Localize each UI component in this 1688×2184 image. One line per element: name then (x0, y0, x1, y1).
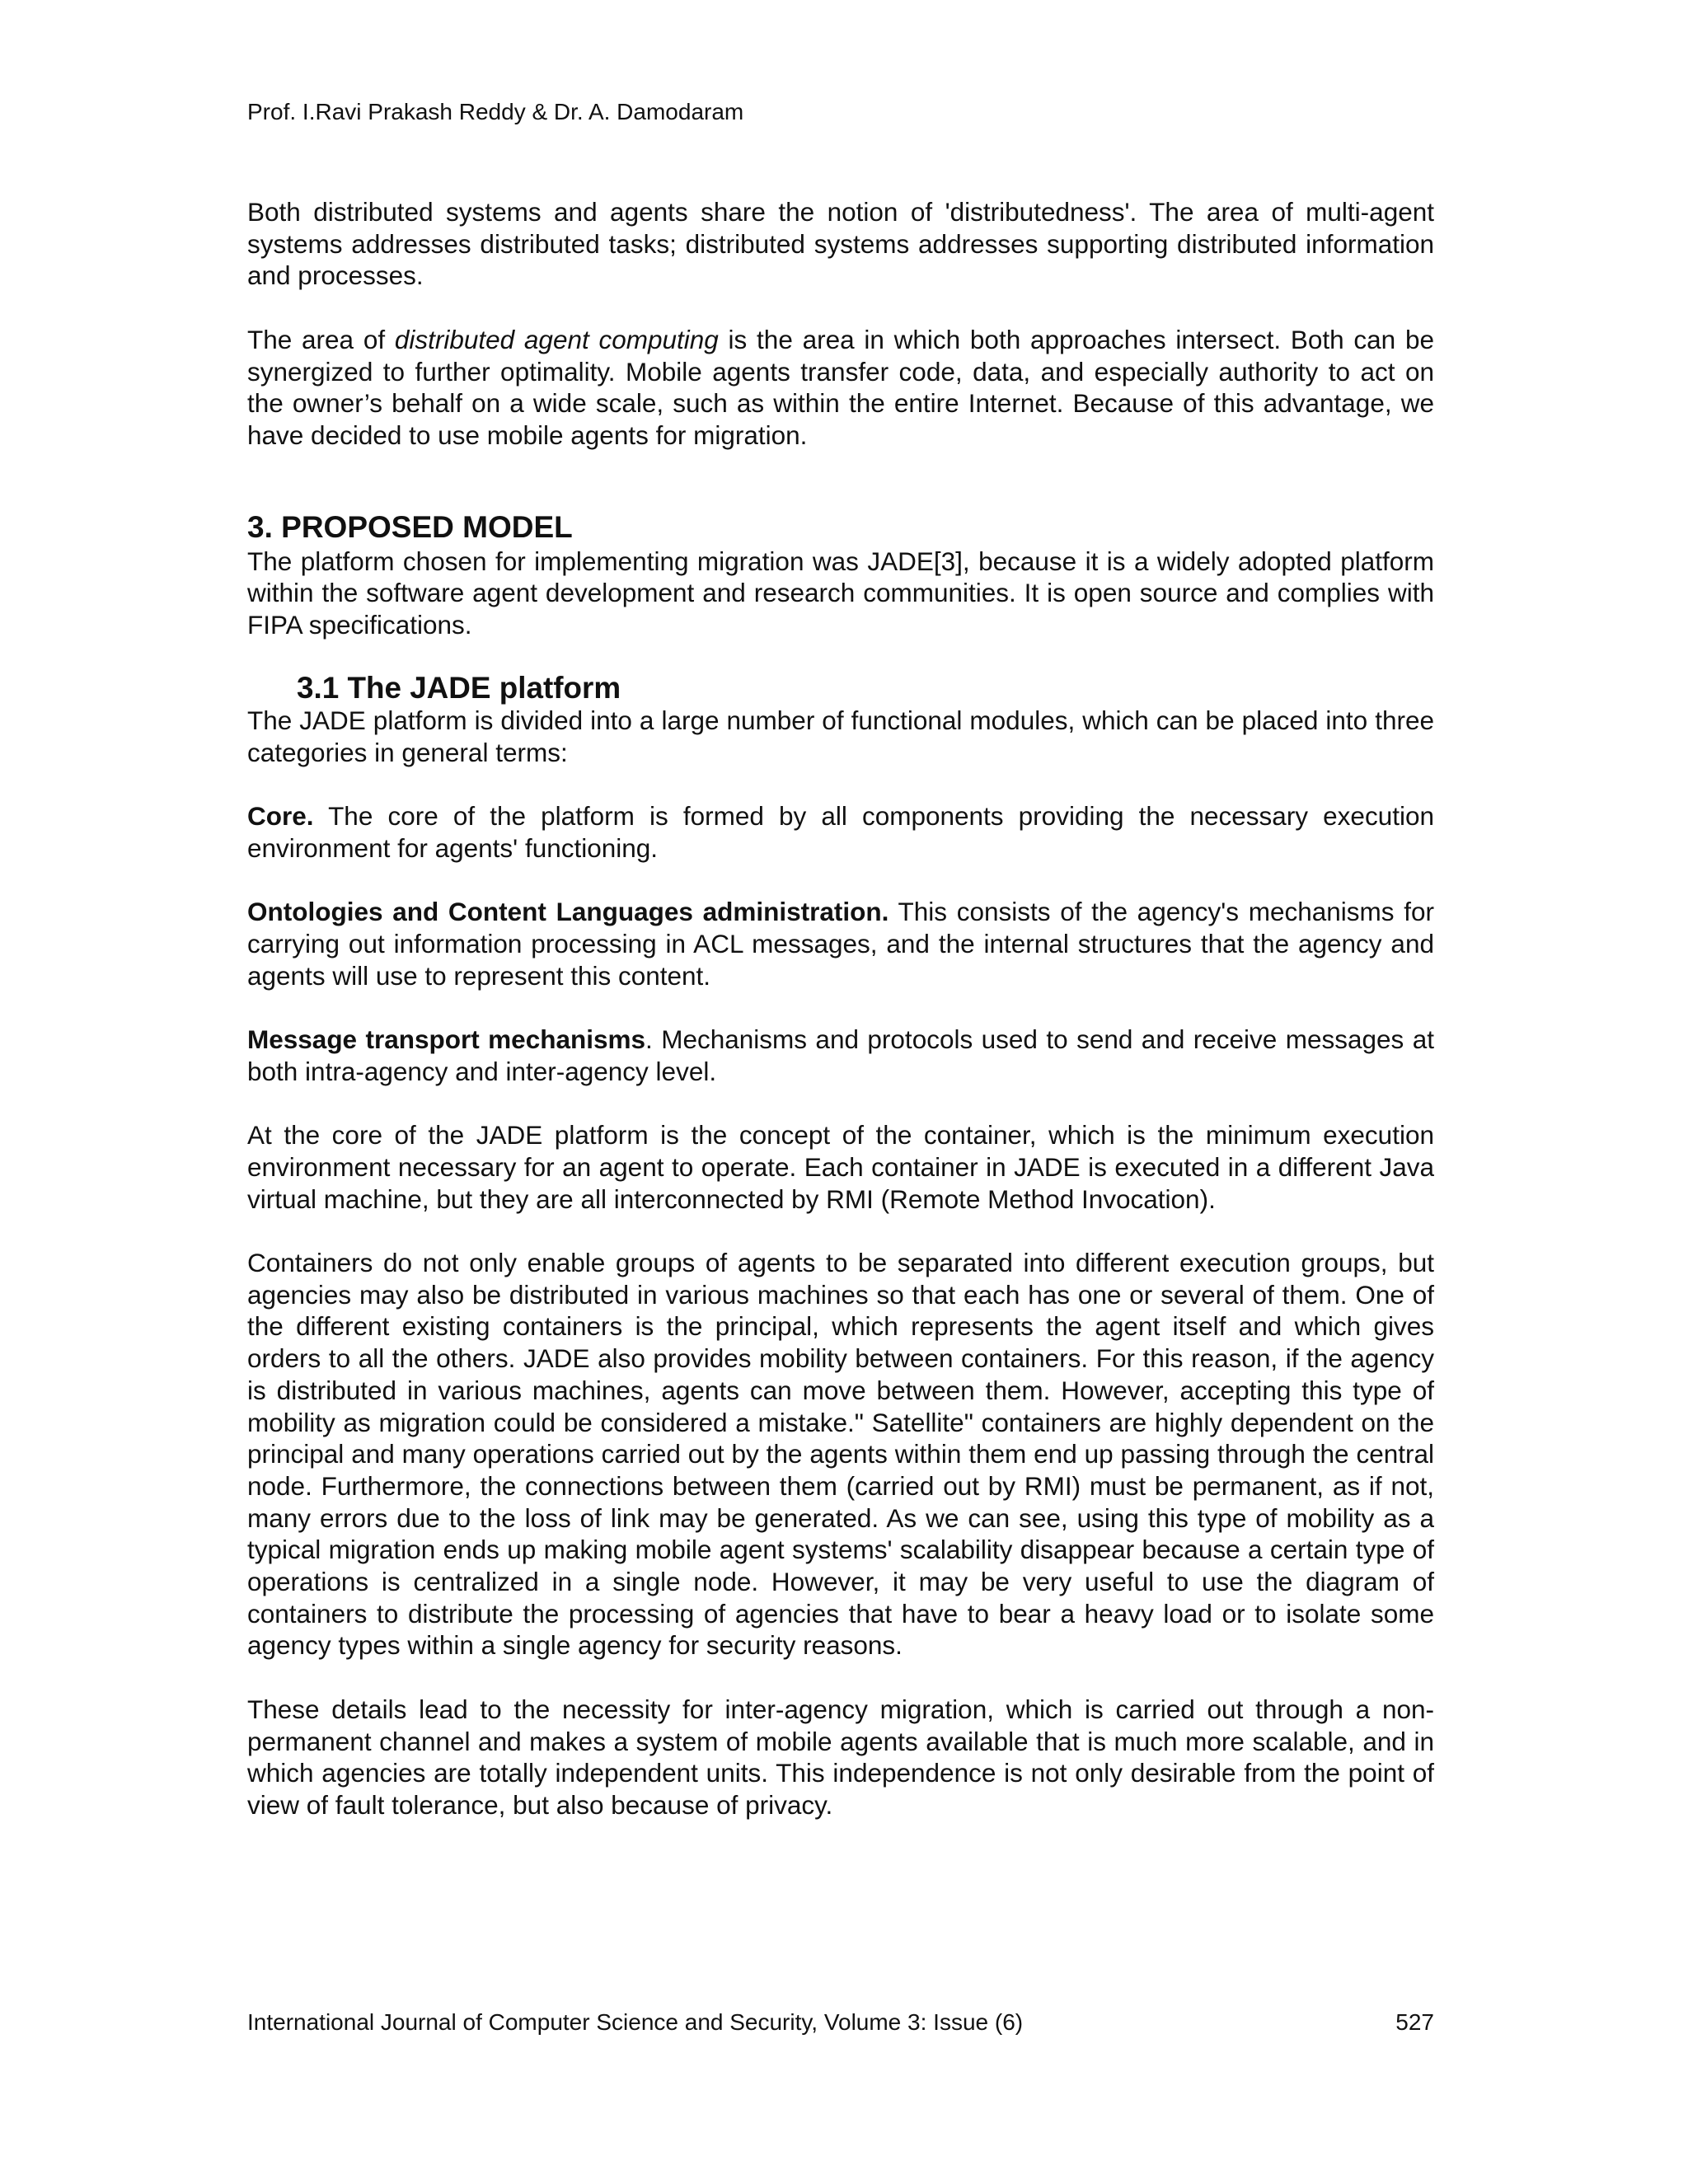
paragraph-text: is the area in which both approaches intersect. Both can be synergized to further optimality. Mobile agents transfer code, data, and especially authority to act on the owner’s behalf on a wide scale, such as within the entire Internet. Because of this advantage, we have decided to use mobile agents for migration. (247, 324, 1434, 450)
paragraph-message-transport (247, 1024, 1434, 1087)
main-content (247, 196, 1434, 1821)
footer-journal-name: International Journal of Computer Science and Security, Volume 3: Issue (6) (247, 2009, 1024, 2035)
run-in-heading-core: Core. (247, 801, 314, 832)
paragraph-core (247, 800, 1434, 864)
running-head-authors: Prof. I.Ravi Prakash Reddy & Dr. A. Damodaram (247, 99, 744, 124)
paragraph-distributedness: Both distributed systems and agents share the notion of 'distributedness'. The area of multi-agent systems addresses distributed tasks; distributed systems addresses supporting distributed information and processes. (247, 197, 1434, 291)
paragraph-platform-choice: The platform chosen for implementing migration was JADE[3], because it is a widely adopted platform within the software agent development and research communities. It is open source and complies with FIPA specifications. (247, 546, 1434, 640)
paragraph-jade-modules: The JADE platform is divided into a large number of functional modules, which can be placed into three categories in general terms: (247, 705, 1434, 767)
footer-page-number: 527 (1395, 2009, 1434, 2035)
paragraph-inter-agency-migration: These details lead to the necessity for inter-agency migration, which is carried out through a non-permanent channel and makes a system of mobile agents available that is much more scalable, and in which agencies are totally independent units. This independence is not only desirable from the point of view of fault tolerance, but also because of privacy. (247, 1694, 1434, 1820)
section-heading-proposed-model: 3. PROPOSED MODEL (247, 509, 573, 544)
paragraph-distributed-agent-computing (247, 324, 1434, 452)
run-in-heading-message-transport: Message transport mechanisms (247, 1024, 646, 1055)
run-in-heading-ontologies: Ontologies and Content Languages administration. (247, 897, 889, 927)
paragraph-text: This consists of the agency's mechanisms for carrying out information processing in ACL messages, and the internal structures that the agency and agents will use to represent this content. (247, 897, 1434, 991)
paragraph-container-concept: At the core of the JADE platform is the concept of the container, which is the minimum execution environment necessary for an agent to operate. Each container in JADE is executed in a different Java virtual machine, but they are all interconnected by RMI (Remote Method Invocation). (247, 1120, 1434, 1214)
paragraph-text: The core of the platform is formed by all components providing the necessary execution environment for agents' functioning. (247, 801, 1434, 863)
paragraph-text: . Mechanisms and protocols used to send and receive messages at both intra-agency and inter-agency level. (247, 1024, 1434, 1086)
subsection-heading-jade-platform: 3.1 The JADE platform (297, 671, 621, 705)
paragraph-containers-mobility: Containers do not only enable groups of agents to be separated into different execution groups, but agencies may also be distributed in various machines so that each has one or several of them. One of the different existing containers is the principal, which represents the agent itself and which gives orders to all the others. JADE also provides mobility between containers. For this reason, if the agency is distributed in various machines, agents can move between them. However, accepting this type of mobility as migration could be considered a mistake." Satellite" containers are highly dependent on the principal and many operations carried out by the agents within them end up passing through the central node. Furthermore, the connections between them (carried out by RMI) must be permanent, as if not, many errors due to the loss of link may be generated. As we can see, using this type of mobility as a typical migration ends up making mobile agent systems' scalability disappear because a certain type of operations is centralized in a single node. However, it may be very useful to use the diagram of containers to distribute the processing of agencies that have to bear a heavy load or to isolate some agency types within a single agency for security reasons. (247, 1247, 1434, 1661)
paragraph-text: The area of (247, 324, 395, 354)
emphasized-term: distributed agent computing (394, 324, 719, 354)
paragraph-ontologies (247, 896, 1434, 991)
